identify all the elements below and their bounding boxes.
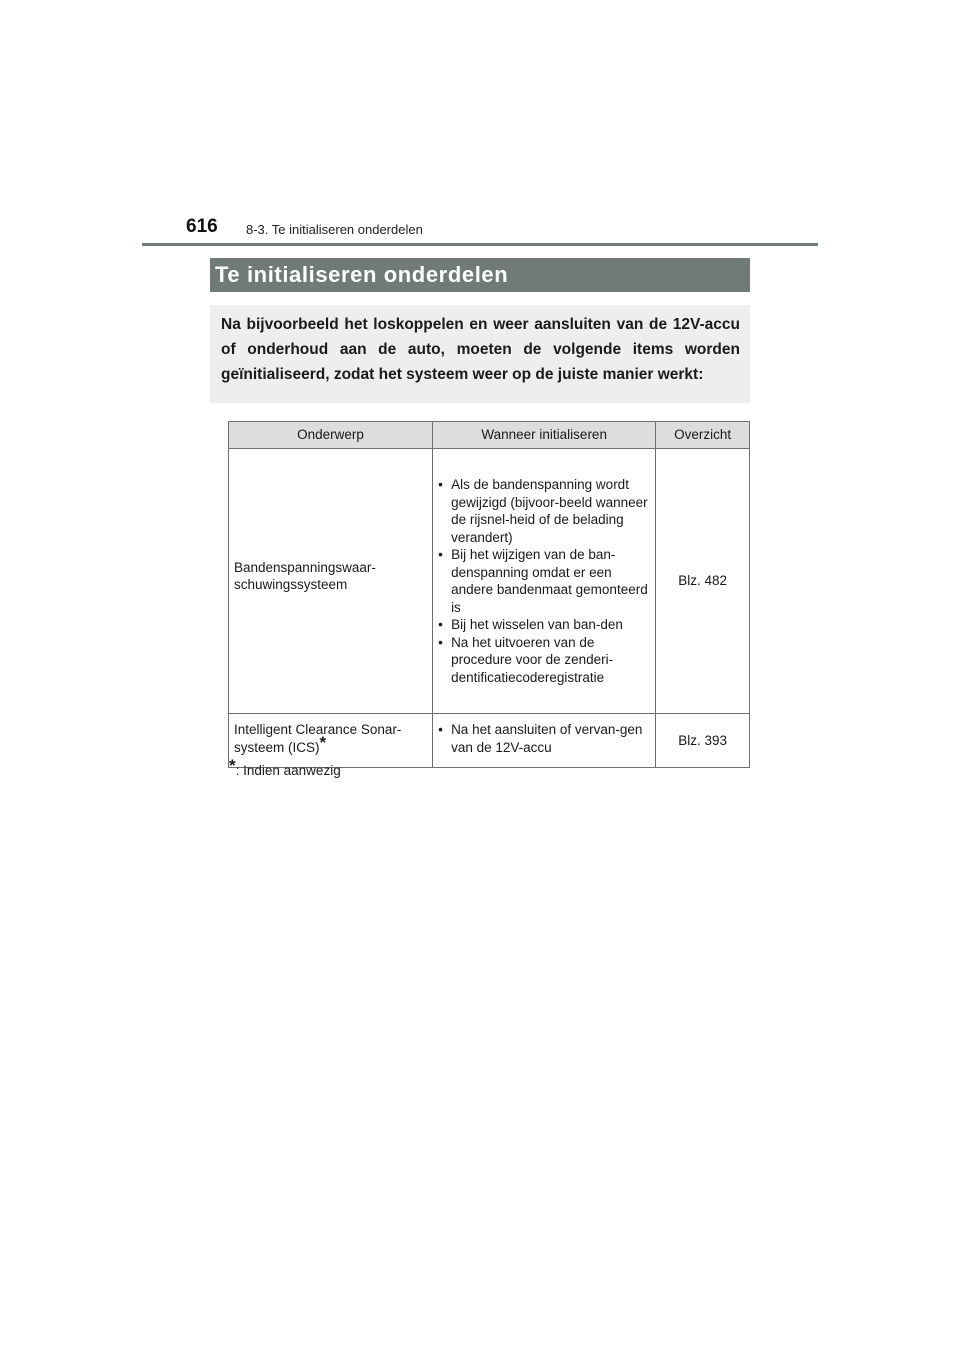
table-row (229, 449, 750, 714)
overview-cell: Blz. 393 (656, 714, 750, 768)
list-item: • Bij het wisselen van ban-den (438, 617, 623, 632)
table-header-row (229, 422, 750, 449)
footnote-mark: * (229, 756, 236, 775)
bullet-icon: • (438, 617, 443, 632)
list-item: • Bij het wijzigen van de ban-denspanning omdat er een andere bandenmaat gemonteerd is (438, 547, 648, 615)
subject-cell (229, 449, 433, 714)
page-number: 616 (186, 216, 218, 237)
subject-text: Intelligent Clearance Sonar-systeem (ICS) (234, 722, 402, 755)
column-header-subject: Onderwerp (229, 422, 433, 449)
footnote-text: : Indien aanwezig (235, 763, 341, 778)
breadcrumb: 8-3. Te initialiseren onderdelen (246, 222, 423, 237)
column-header-when: Wanneer initialiseren (433, 422, 656, 449)
list-item: • Na het uitvoeren van de procedure voor de zenderi-dentificatiecoderegistratie (438, 634, 614, 685)
header-divider (142, 243, 818, 246)
intro-text: Na bijvoorbeeld het loskoppelen en weer aansluiten van de 12V-accu of onderhoud aan de auto, moeten de volgende items worden geïnitialiseerd, zodat het systeem weer op de juiste manier werkt: (221, 316, 740, 383)
subject-text: Bandenspanningswaar-schuwingssysteem (234, 559, 376, 592)
bullet-icon: • (438, 477, 443, 492)
section-title: Te initialiseren onderdelen (210, 258, 750, 292)
overview-cell: Blz. 482 (656, 449, 750, 714)
bullet-icon: • (438, 547, 443, 562)
when-cell (433, 449, 656, 714)
bullet-icon: • (438, 634, 443, 650)
table-row (229, 714, 750, 768)
list-item: • Als de bandenspanning wordt gewijzigd (bijvoor-beeld wanneer de rijsnel-heid of de belading verandert) (438, 477, 648, 545)
list-item: • Na het aansluiten of vervan-gen van de 12V-accu (438, 722, 643, 755)
when-list (438, 721, 650, 756)
subject-cell (229, 714, 433, 768)
footnote (229, 756, 341, 778)
intro-box (210, 305, 750, 403)
column-header-overview: Overzicht (656, 422, 750, 449)
initialization-table (228, 421, 750, 768)
bullet-icon: • (438, 722, 443, 737)
when-cell (433, 714, 656, 768)
when-list (438, 476, 650, 686)
subject-mark: * (319, 732, 327, 752)
